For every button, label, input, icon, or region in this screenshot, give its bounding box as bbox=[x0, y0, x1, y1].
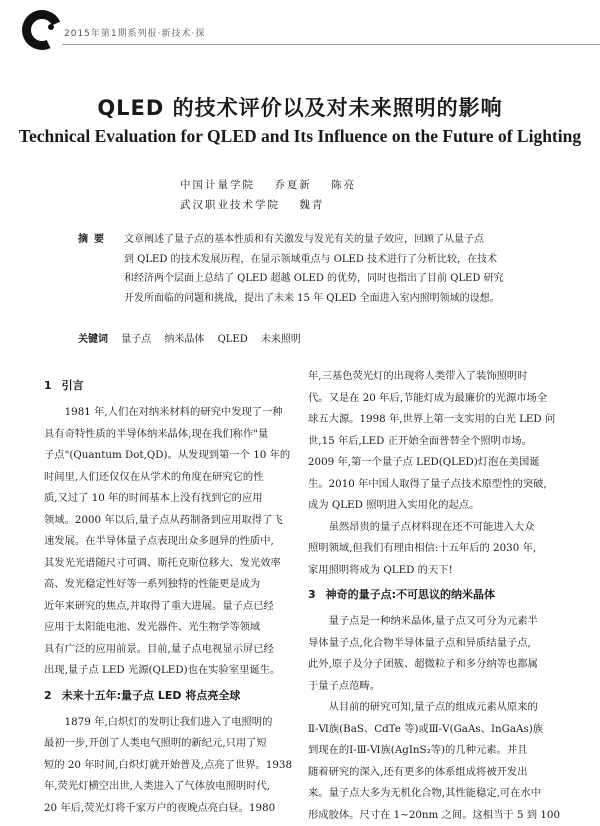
author-name: 魏青 bbox=[299, 199, 324, 211]
section-title: 神奇的量子点:不可思议的纳米晶体 bbox=[326, 588, 495, 601]
body-line: 从目前的研究可知,量子点的组成元素从原来的 bbox=[308, 697, 562, 719]
section-number: 2 bbox=[44, 689, 52, 702]
body-line: 年,三基色荧光灯的出现将人类带入了装饰照明时 bbox=[308, 366, 562, 388]
keyword: 量子点 bbox=[121, 334, 151, 345]
author-name: 陈亮 bbox=[331, 179, 356, 191]
keyword: 未来照明 bbox=[261, 334, 301, 345]
body-line: 20 年后,荧光灯将千家万户的夜晚点亮白昼。1980 bbox=[44, 798, 298, 820]
author-block bbox=[180, 175, 370, 215]
body-line: 最初一步,开创了人类电气照明的新纪元,只用了短 bbox=[44, 733, 298, 755]
body-line: Ⅱ-Ⅵ族(BaS、CdTe 等)或Ⅲ-Ⅴ(GaAs、InGaAs)族 bbox=[308, 719, 562, 741]
body-line: 球五大源。1998 年,世界上第一支实用的白光 LED 问 bbox=[308, 409, 562, 431]
abstract-body bbox=[124, 230, 548, 308]
body-line: 应用于太阳能电池、发光器件、光生物学等领域 bbox=[44, 617, 298, 639]
body-line: 成为 QLED 照明进入实用化的起点。 bbox=[308, 495, 562, 517]
body-line: 出现,量子点 LED 光源(QLED)也在实验室里诞生。 bbox=[44, 660, 298, 682]
title-chinese: QLED 的技术评价以及对未来照明的影响 bbox=[0, 92, 600, 122]
body-line: 1981 年,人们在对纳米材料的研究中发现了一种 bbox=[44, 402, 298, 424]
keyword: 纳米晶体 bbox=[164, 334, 204, 345]
journal-logo-dot bbox=[48, 24, 54, 30]
journal-logo-icon bbox=[16, 4, 67, 55]
section-heading bbox=[308, 585, 562, 605]
affiliation: 武汉职业技术学院 bbox=[180, 199, 280, 211]
series-name: 2015年第1期系列报·新技术·探 bbox=[64, 26, 205, 39]
right-column bbox=[308, 366, 562, 826]
body-line: 1879 年,白炽灯的发明让我们进入了电照明的 bbox=[44, 712, 298, 734]
body-line: 代。又是在 20 年后,节能灯成为最廉价的光源市场全 bbox=[308, 388, 562, 410]
body-line: 导体量子点,化合物半导体量子点和异质结量子点, bbox=[308, 633, 562, 655]
abstract-line: 到 QLED 的技术发展历程，在显示领域重点与 OLED 技术进行了分析比较，在技术 bbox=[124, 250, 548, 270]
abstract-label: 摘要 bbox=[78, 230, 110, 250]
section-number: 1 bbox=[44, 379, 52, 392]
body-line: 子点"(Quantum Dot,QD)。从发现到第一个 10 年的 bbox=[44, 445, 298, 467]
author-row bbox=[180, 195, 370, 215]
body-line: 短的 20 年时间,白炽灯就开始普及,点亮了世界。1938 bbox=[44, 755, 298, 777]
body-line: 速发展。在半导体量子点表现出众多迥异的性质中, bbox=[44, 531, 298, 553]
body-line: 年,荧光灯横空出世,人类进入了气体放电照明时代, bbox=[44, 776, 298, 798]
affiliation: 中国计量学院 bbox=[180, 179, 255, 191]
keyword: QLED bbox=[218, 334, 248, 345]
body-line: 近年来研究的焦点,并取得了重大进展。量子点已经 bbox=[44, 596, 298, 618]
author-row bbox=[180, 175, 370, 195]
body-line: 具有广泛的应用前景。目前,量子点电视显示屏已经 bbox=[44, 639, 298, 661]
body-line: 质,又过了 10 年的时间基本上没有找到它的应用 bbox=[44, 488, 298, 510]
journal-header bbox=[22, 10, 582, 54]
body-line: 其发光光谱随尺寸可调、斯托克斯位移大、发光效率 bbox=[44, 553, 298, 575]
section-title: 未来十五年:量子点 LED 将点亮全球 bbox=[62, 689, 241, 702]
body-line: 形成胶体。尺寸在 1~20nm 之间。这相当于 5 到 100 bbox=[308, 805, 562, 826]
body-line: 随着研究的深入,还有更多的体系组成将被开发出 bbox=[308, 762, 562, 784]
body-line: 领域。2000 年以后,量子点从药制备到应用取得了飞 bbox=[44, 510, 298, 532]
body-line: 高、发光稳定性好等一系列独特的性能更是成为 bbox=[44, 574, 298, 596]
body-line: 具有奇特性质的半导体纳米晶体,现在我们称作"量 bbox=[44, 424, 298, 446]
section-title: 引言 bbox=[62, 379, 84, 392]
body-line: 虽然昂贵的量子点材料现在还不可能进入大众 bbox=[308, 517, 562, 539]
body-line: 到现在的Ⅰ-Ⅲ-Ⅵ族(AgInS₂等)的几种元素。并且 bbox=[308, 740, 562, 762]
body-line: 世,15 年后,LED 正开始全面普替全个照明市场。 bbox=[308, 431, 562, 453]
abstract-line: 文章阐述了量子点的基本性质和有关激发与发光有关的量子效应，回顾了从量子点 bbox=[124, 230, 548, 250]
abstract-line: 开发所面临的问题和挑战，提出了未来 15 年 QLED 全面进入室内照明领域的设想。 bbox=[124, 289, 548, 309]
section-heading bbox=[44, 376, 298, 396]
keywords bbox=[78, 330, 301, 345]
author-name: 乔夏新 bbox=[274, 179, 312, 191]
abstract-line: 和经济两个层面上总结了 QLED 超越 OLED 的优势，同时也指出了目前 QLED 研究 bbox=[124, 269, 548, 289]
body-line: 量子点是一种纳米晶体,量子点又可分为元素半 bbox=[308, 611, 562, 633]
section-number: 3 bbox=[308, 588, 316, 601]
keywords-label: 关键词 bbox=[78, 334, 108, 345]
left-column bbox=[44, 372, 298, 819]
body-line: 家用照明将成为 QLED 的天下! bbox=[308, 560, 562, 582]
header-divider bbox=[62, 44, 600, 45]
body-line: 此外,原子及分子团簇、超微粒子和多分纳等也都属 bbox=[308, 654, 562, 676]
title-english: Technical Evaluation for QLED and Its Influence on the Future of Lighting bbox=[0, 126, 600, 147]
body-line: 时间里,人们还仅仅在从学术的角度在研究它的性 bbox=[44, 467, 298, 489]
section-heading bbox=[44, 686, 298, 706]
body-line: 2009 年,第一个量子点 LED(QLED)灯泡在美国诞 bbox=[308, 452, 562, 474]
body-line: 于量子点范畴。 bbox=[308, 676, 562, 698]
body-line: 生。2010 年中国人取得了量子点技术原型性的突破, bbox=[308, 474, 562, 496]
body-line: 来。量子点大多为无机化合物,其性能稳定,可在水中 bbox=[308, 783, 562, 805]
body-line: 照明领域,但我们有理由相信:十五年后的 2030 年, bbox=[308, 538, 562, 560]
